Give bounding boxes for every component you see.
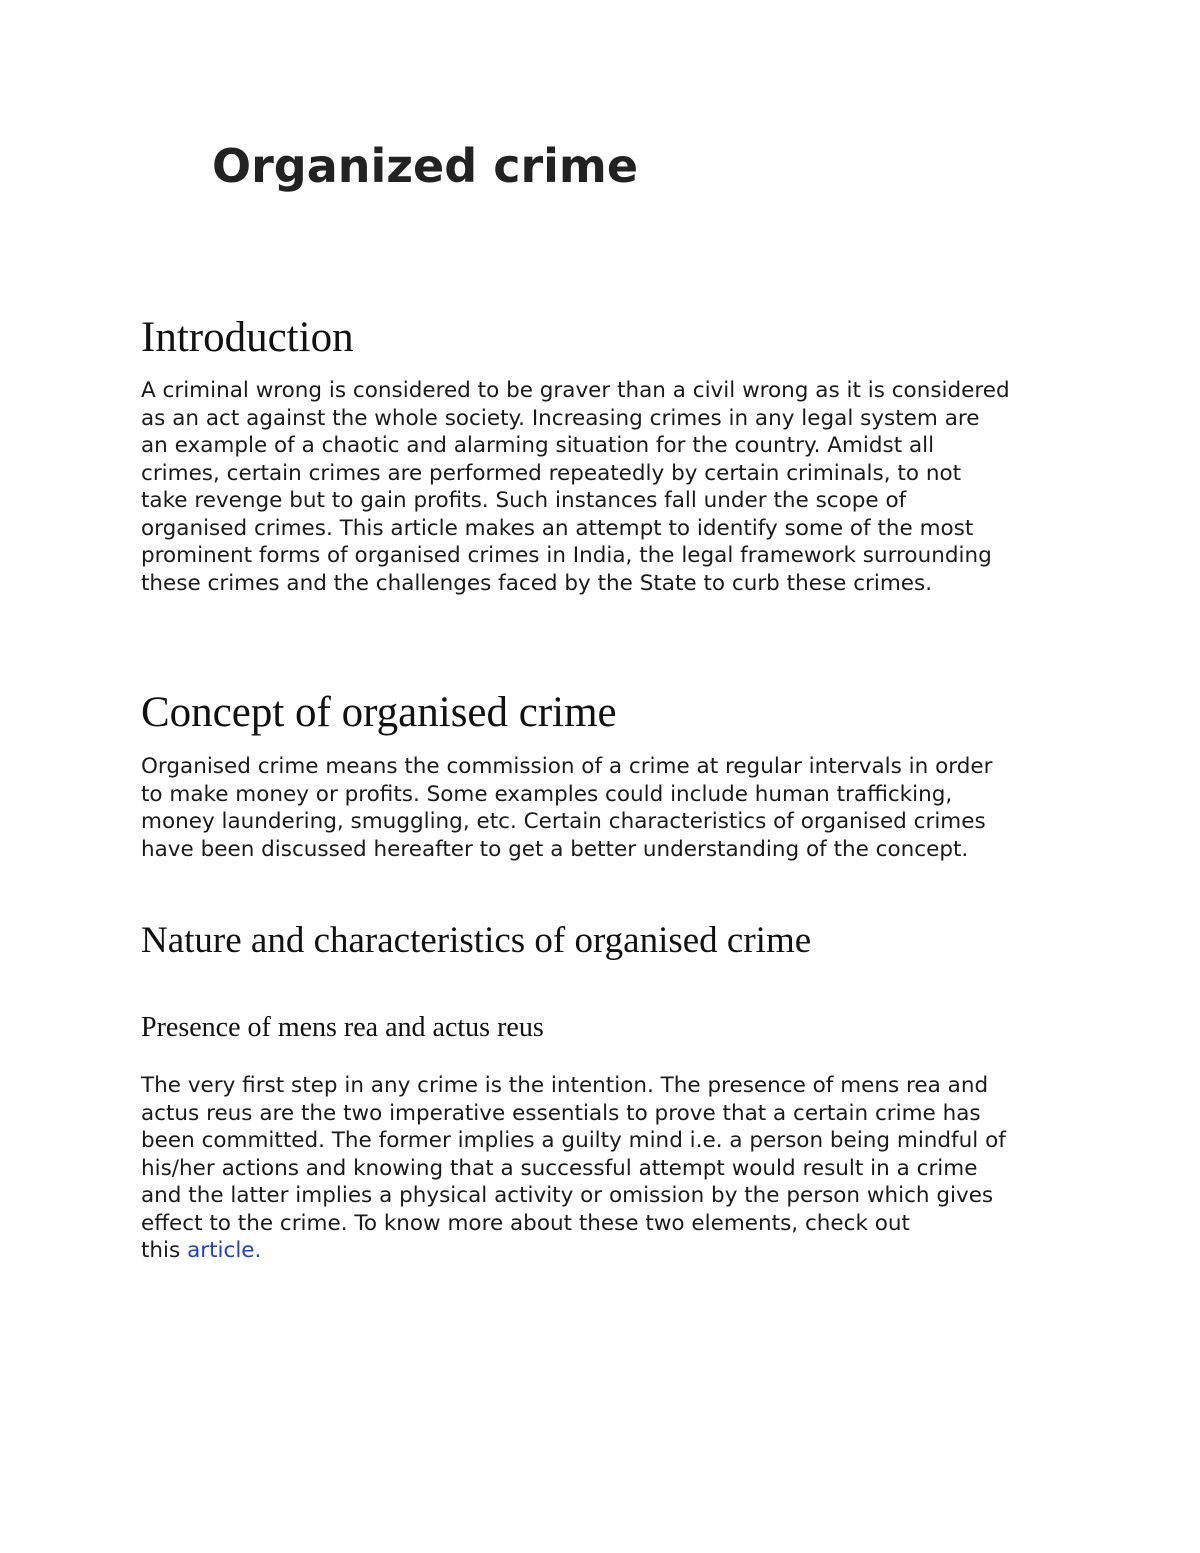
last-line-prefix: this <box>141 1238 188 1263</box>
mens-rea-paragraph <box>141 1072 1006 1265</box>
paragraph-line: been committed. The former implies a guilty mind i.e. a person being mindful of <box>141 1128 1006 1153</box>
heading-concept: Concept of organised crime <box>141 689 617 736</box>
paragraph-line: The very first step in any crime is the intention. The presence of mens rea and <box>141 1073 989 1098</box>
paragraph-line: money laundering, smuggling, etc. Certain characteristics of organised crimes <box>141 809 986 834</box>
paragraph-line: these crimes and the challenges faced by the State to curb these crimes. <box>141 570 933 596</box>
article-link[interactable]: article <box>187 1238 255 1263</box>
paragraph-line: effect to the crime. To know more about these two elements, check out <box>141 1210 910 1236</box>
paragraph-line: actus reus are the two imperative essentials to prove that a certain crime has <box>141 1100 981 1126</box>
heading-nature: Nature and characteristics of organised crime <box>141 920 812 961</box>
paragraph-line: crimes, certain crimes are performed repeatedly by certain criminals, to not <box>141 460 962 486</box>
paragraph-line: prominent forms of organised crimes in India, the legal framework surrounding <box>141 543 992 568</box>
paragraph-line: an example of a chaotic and alarming situation for the country. Amidst all <box>141 433 935 458</box>
last-line-suffix: . <box>254 1238 262 1263</box>
paragraph-line: organised crimes. This article makes an attempt to identify some of the most <box>141 515 974 541</box>
paragraph-line: A criminal wrong is considered to be graver than a civil wrong as it is considered <box>141 378 1010 403</box>
document-title: Organized crime <box>212 139 639 193</box>
paragraph-line: his/her actions and knowing that a successful attempt would result in a crime <box>141 1155 978 1181</box>
paragraph-line: have been discussed hereafter to get a better understanding of the concept. <box>141 836 969 862</box>
introduction-paragraph <box>141 377 1010 597</box>
heading-introduction: Introduction <box>141 314 354 361</box>
heading-mens-rea: Presence of mens rea and actus reus <box>141 1012 544 1043</box>
paragraph-last-line <box>141 1237 1006 1265</box>
paragraph-line: Organised crime means the commission of a crime at regular intervals in order <box>141 754 993 779</box>
paragraph-line: to make money or profits. Some examples could include human trafficking, <box>141 781 953 807</box>
paragraph-line: as an act against the whole society. Increasing crimes in any legal system are <box>141 405 980 431</box>
concept-paragraph <box>141 753 992 863</box>
paragraph-line: and the latter implies a physical activity or omission by the person which gives <box>141 1183 994 1208</box>
paragraph-line: take revenge but to gain profits. Such instances fall under the scope of <box>141 488 907 513</box>
